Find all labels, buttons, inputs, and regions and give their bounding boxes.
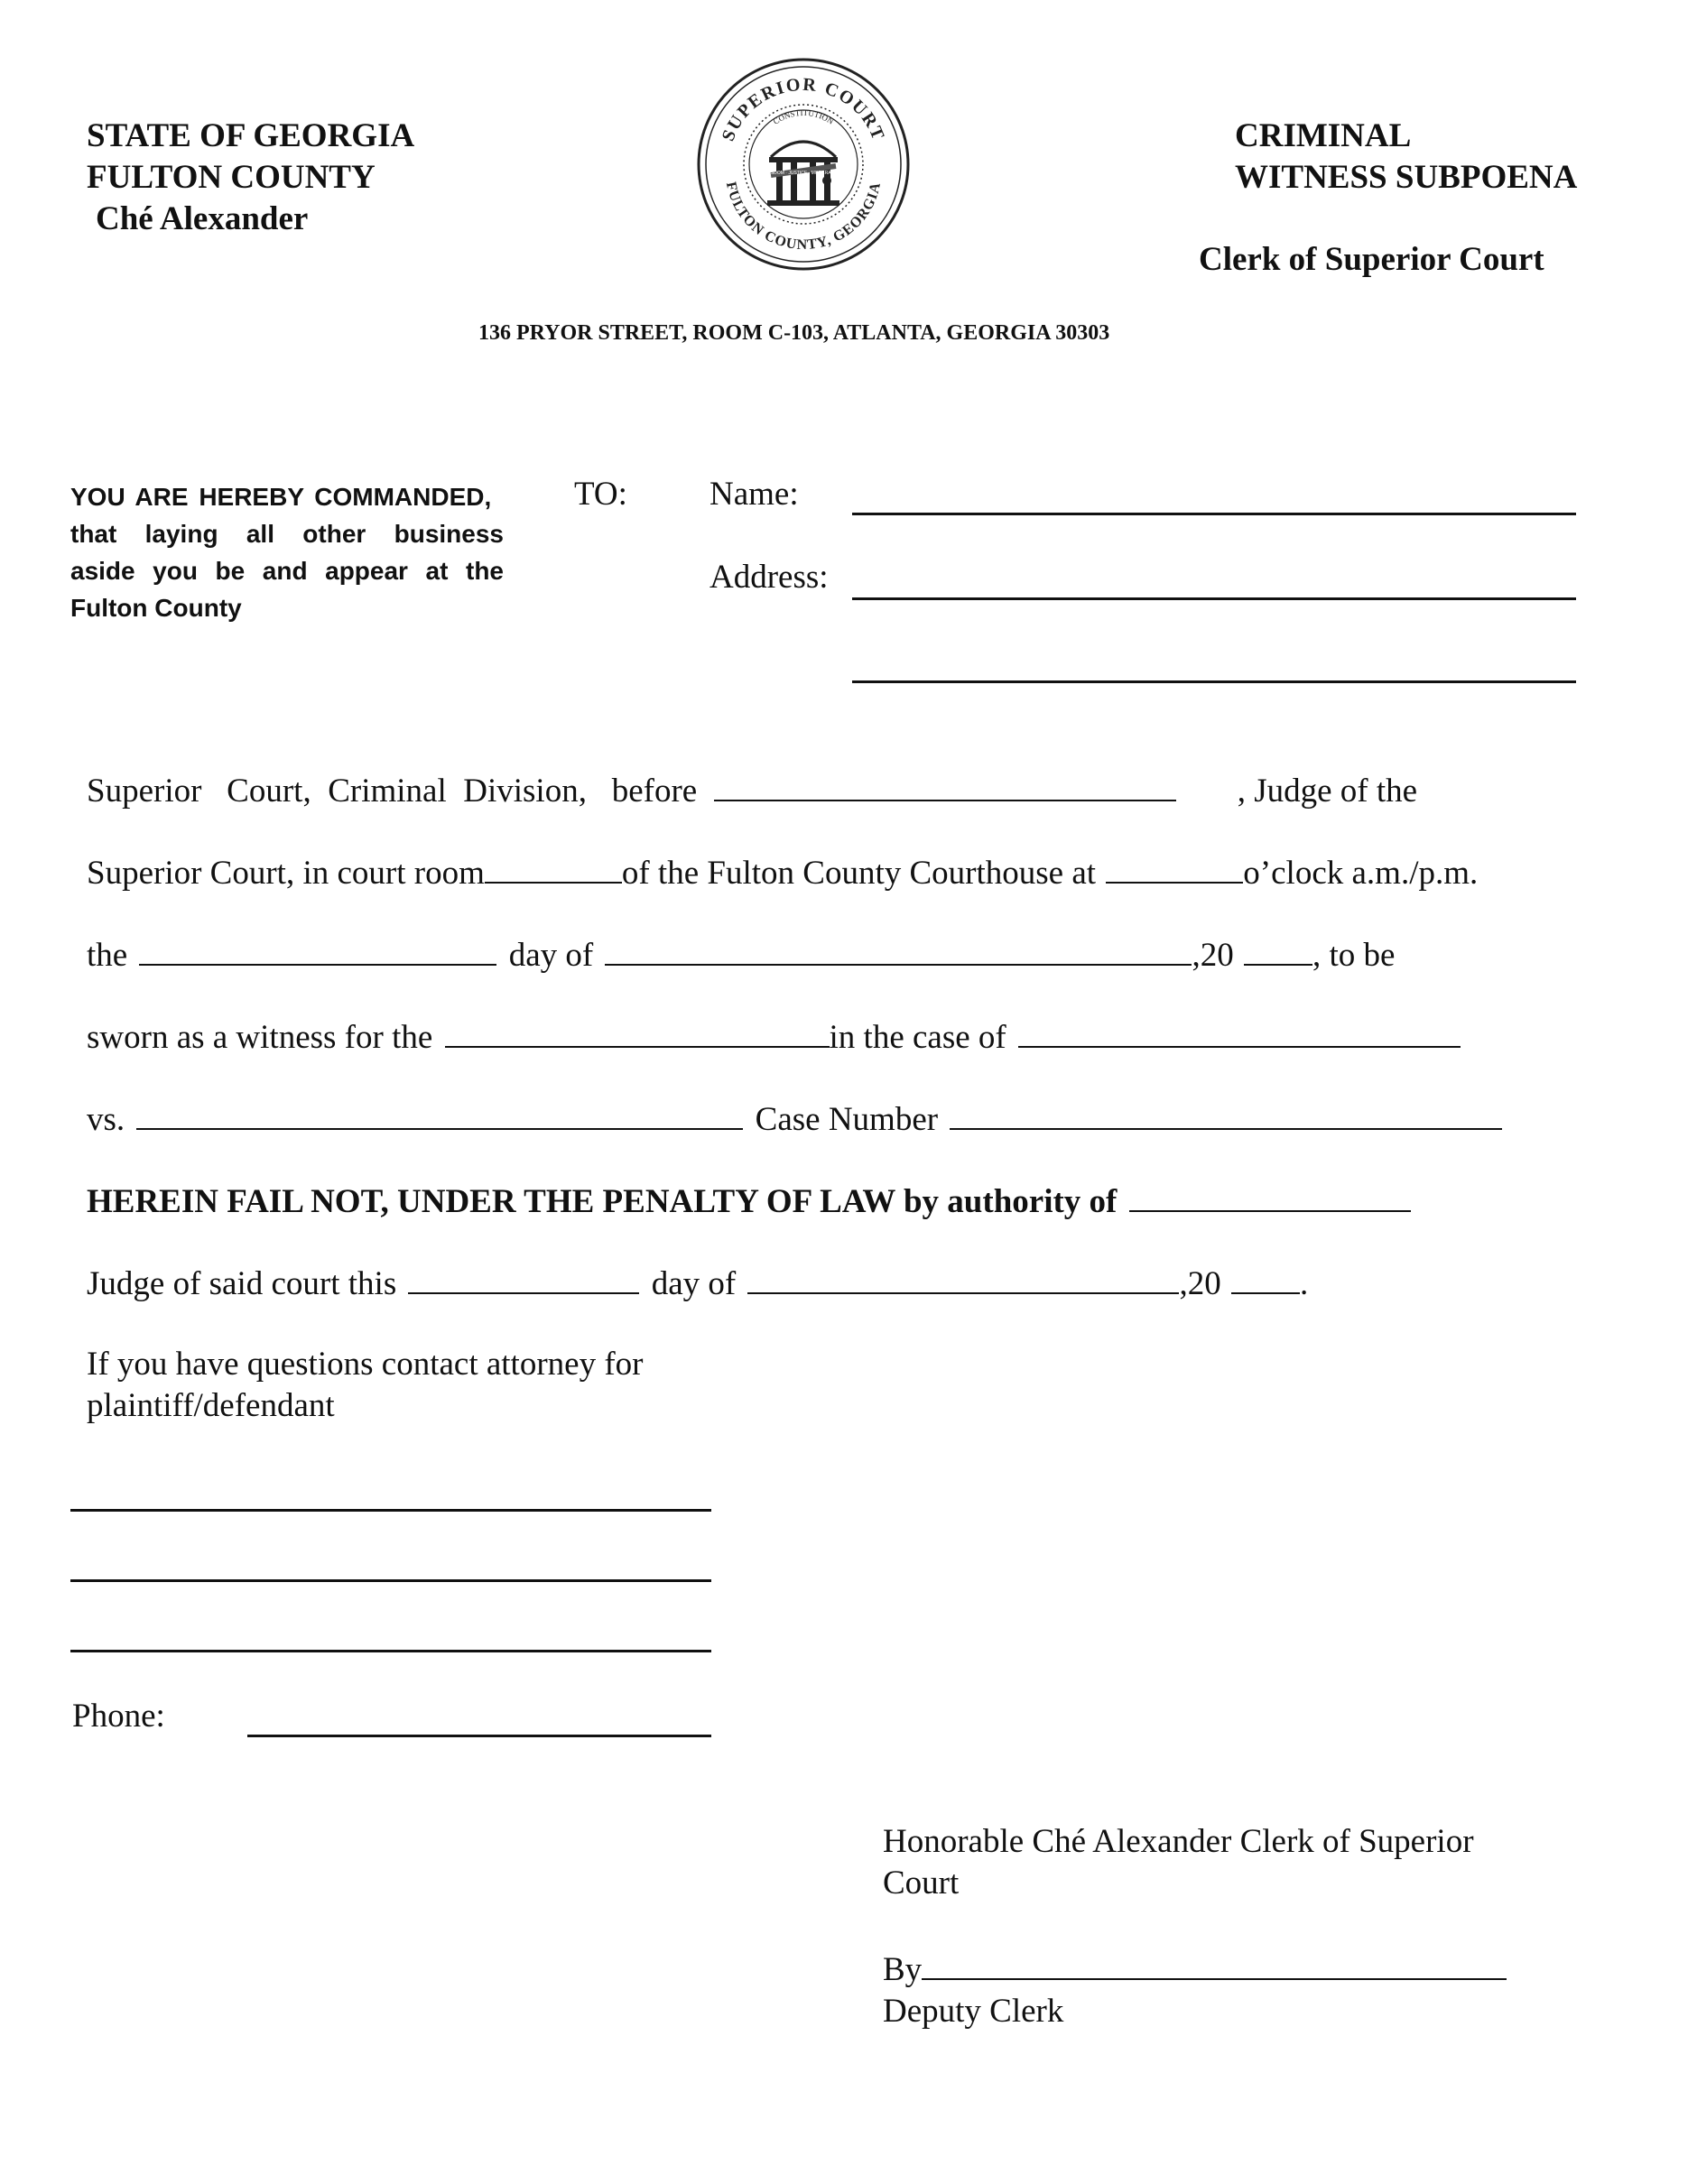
body-line-4: sworn as a witness for the in the case of — [87, 1015, 1461, 1059]
svg-text:FULTON COUNTY, GEORGIA: FULTON COUNTY, GEORGIA — [722, 180, 885, 254]
authority-field[interactable] — [1129, 1180, 1411, 1212]
deputy-label: Deputy Clerk — [883, 1993, 1064, 2030]
clerk-title: Clerk of Superior Court — [1199, 241, 1544, 278]
contact-note: If you have questions contact attorney for plaintiff/defendant — [87, 1346, 644, 1424]
phone-field[interactable] — [247, 1735, 711, 1737]
county-label: FULTON COUNTY — [87, 159, 376, 196]
deputy-block — [883, 1948, 1507, 2032]
versus-field[interactable] — [136, 1097, 743, 1130]
svg-text:WISDOM · JUSTICE · MODERATION: WISDOM · JUSTICE · MODERATION — [765, 171, 842, 176]
year-field[interactable] — [1244, 933, 1312, 966]
issue-day-field[interactable] — [408, 1262, 639, 1294]
address-label: Address: — [710, 559, 829, 596]
day-field[interactable] — [139, 933, 496, 966]
name-field[interactable] — [852, 513, 1576, 515]
body-line-7: Judge of said court this day of ,20 . — [87, 1262, 1308, 1305]
witness-for-field[interactable] — [445, 1015, 830, 1048]
body-line-2: Superior Court, in court room of the Fulton County Courthouse at o’clock a.m./p.m. — [87, 851, 1478, 894]
attorney-line-3[interactable] — [70, 1650, 711, 1652]
address-field-2[interactable] — [852, 680, 1576, 683]
header-right — [1235, 116, 1577, 199]
attorney-line-1[interactable] — [70, 1509, 711, 1512]
body-line-5: vs. Case Number — [87, 1097, 1502, 1141]
svg-text:CONSTITUTION: CONSTITUTION — [771, 107, 836, 126]
attorney-line-2[interactable] — [70, 1579, 711, 1582]
signature-block: Honorable Ché Alexander Clerk of Superior Court — [883, 1823, 1474, 1902]
command-line: YOU ARE HEREBY COMMANDED, — [70, 483, 492, 511]
phone-label: Phone: — [72, 1698, 165, 1735]
clerk-name: Ché Alexander — [96, 200, 309, 237]
case-type: CRIMINAL — [1235, 117, 1412, 154]
address-field-1[interactable] — [852, 597, 1576, 600]
month-field[interactable] — [605, 933, 1192, 966]
body-line-6: HEREIN FAIL NOT, UNDER THE PENALTY OF LAW by authority of — [87, 1180, 1411, 1223]
state-label: STATE OF GEORGIA — [87, 117, 415, 154]
to-label: TO: — [574, 476, 627, 513]
by-line: By — [883, 1948, 1507, 1991]
command-text — [70, 478, 504, 626]
deputy-signature-field[interactable] — [922, 1948, 1507, 1980]
command-line: that laying all other business — [70, 520, 504, 548]
svg-text:SUPERIOR COURT: SUPERIOR COURT — [718, 74, 889, 144]
command-line: aside you be and appear at the — [70, 557, 504, 585]
case-of-field[interactable] — [1018, 1015, 1461, 1048]
court-address: 136 PRYOR STREET, ROOM C-103, ATLANTA, GEORGIA 30303 — [478, 321, 1110, 345]
form-title: WITNESS SUBPOENA — [1235, 159, 1578, 196]
header-left — [87, 116, 414, 240]
issue-month-field[interactable] — [747, 1262, 1179, 1294]
body-line-1: Superior Court, Criminal Division, before , Judge of the — [87, 769, 1417, 812]
time-field[interactable] — [1106, 851, 1243, 884]
seal-icon — [695, 56, 912, 273]
body-line-3: the day of ,20 , to be — [87, 933, 1395, 976]
command-line: Fulton County — [70, 594, 242, 622]
case-number-field[interactable] — [950, 1097, 1502, 1130]
court-room-field[interactable] — [485, 851, 622, 884]
issue-year-field[interactable] — [1231, 1262, 1300, 1294]
name-label: Name: — [710, 476, 799, 513]
court-seal — [695, 56, 912, 273]
judge-name-field[interactable] — [714, 769, 1176, 801]
